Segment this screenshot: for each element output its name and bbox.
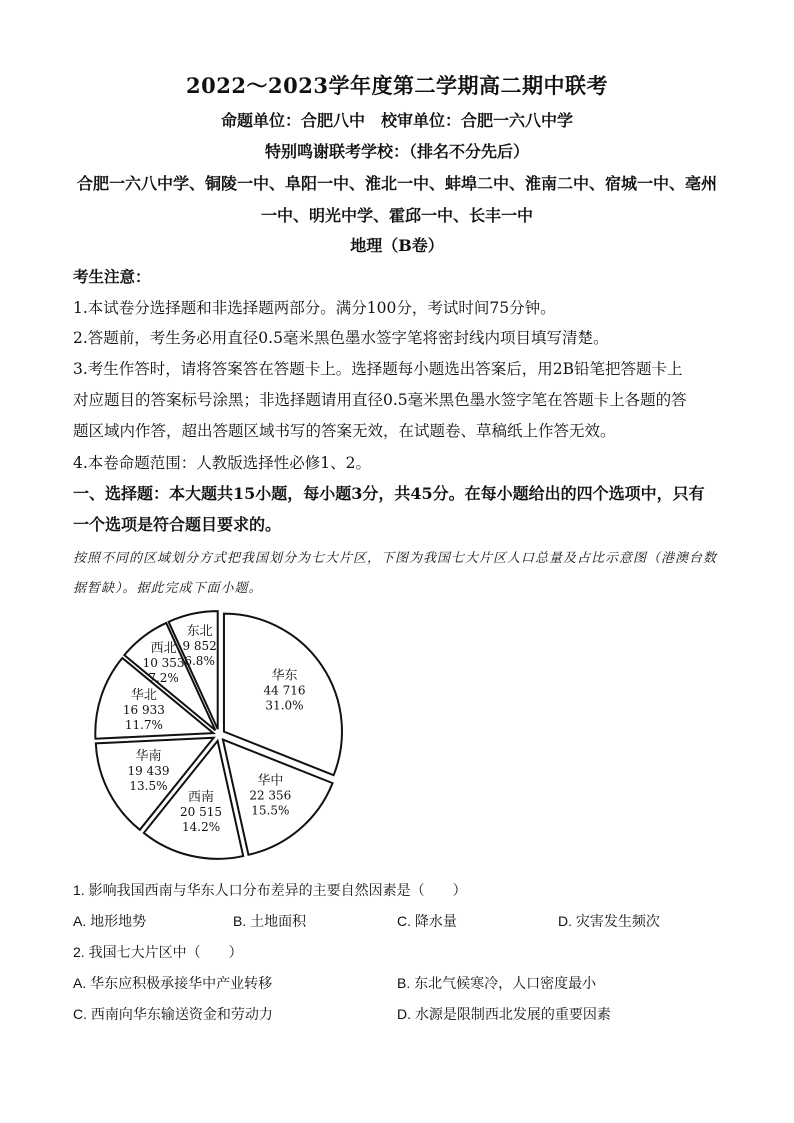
pie-label-percent-5: 7.2% bbox=[148, 670, 179, 685]
population-pie-chart bbox=[84, 600, 354, 870]
note-4: 4.本卷命题范围：人教版选择性必修1、2。 bbox=[73, 454, 372, 472]
q1-option-b[interactable]: B. 土地面积 bbox=[233, 913, 307, 929]
pie-label-percent-2: 14.2% bbox=[181, 820, 221, 835]
q1-option-a[interactable]: A. 地形地势 bbox=[73, 913, 147, 929]
question-intro: 按照不同的区域划分方式把我国划分为七大片区，下图为我国七大片区人口总量及占比示意图（港澳台数据暂缺）。据此完成下面小题。 bbox=[73, 551, 718, 596]
pie-label-value-0: 44 716 bbox=[263, 683, 306, 698]
pie-label-percent-1: 15.5% bbox=[251, 803, 290, 818]
pie-label-value-4: 16 933 bbox=[122, 703, 165, 718]
note-1: 1.本试卷分选择题和非选择题两部分。满分100分，考试时间75分钟。 bbox=[73, 299, 556, 317]
pie-label-name-2: 西南 bbox=[188, 790, 215, 806]
pie-label-value-5: 10 353 bbox=[142, 655, 185, 670]
pie-label-name-5: 西北 bbox=[150, 640, 177, 656]
pie-label-value-1: 22 356 bbox=[249, 788, 292, 803]
note-2: 2.答题前，考生务必用直径0.5毫米黑色墨水签字笔将密封线内项目填写清楚。 bbox=[73, 329, 609, 347]
pie-label-value-3: 19 439 bbox=[127, 763, 170, 778]
exam-title: 2022～2023学年度第二学期高二期中联考 bbox=[186, 73, 608, 98]
pie-label-percent-4: 11.7% bbox=[124, 718, 163, 733]
pie-label-percent-0: 31.0% bbox=[265, 698, 304, 713]
pie-label-percent-3: 13.5% bbox=[129, 778, 168, 793]
q2-option-a[interactable]: A. 华东应积极承接华中产业转移 bbox=[73, 975, 273, 991]
pie-label-name-0: 华东 bbox=[271, 668, 298, 684]
note-3-line-1: 3.考生作答时，请将答案答在答题卡上。选择题每小题选出答案后，用2B铅笔把答题卡上 bbox=[73, 360, 683, 378]
notes-title: 考生注意： bbox=[73, 267, 151, 286]
pie-label-value-2: 20 515 bbox=[180, 805, 223, 820]
pie-label-name-3: 华南 bbox=[135, 748, 162, 764]
exam-units: 命题单位：合肥八中 校审单位：合肥一六八中学 bbox=[220, 111, 573, 130]
pie-label-percent-6: 6.8% bbox=[184, 654, 215, 669]
note-3-line-2: 对应题目的答案标号涂黑；非选择题请用直径0.5毫米黑色墨水签字笔在答题卡上各题的答 bbox=[73, 391, 687, 409]
section-heading-line-2: 一个选项是符合题目要求的。 bbox=[73, 515, 282, 534]
q1-option-d[interactable]: D. 灾害发生频次 bbox=[558, 913, 660, 929]
pie-label-name-1: 华中 bbox=[257, 773, 284, 789]
note-3-line-3: 题区域内作答，超出答题区域书写的答案无效，在试题卷、草稿纸上作答无效。 bbox=[73, 422, 616, 440]
q2-option-b[interactable]: B. 东北气候寒冷，人口密度最小 bbox=[397, 975, 597, 991]
q2-option-d[interactable]: D. 水源是限制西北发展的重要因素 bbox=[397, 1006, 611, 1022]
question-2-stem: 2. 我国七大片区中（ ） bbox=[73, 944, 243, 960]
pie-label-name-6: 东北 bbox=[186, 624, 213, 640]
question-1-stem: 1. 影响我国西南与华东人口分布差异的主要自然因素是（ ） bbox=[73, 882, 467, 898]
pie-label-value-6: 9 852 bbox=[182, 639, 217, 654]
section-heading-line-1: 一、选择题：本大题共15小题，每小题3分，共45分。在每小题给出的四个选项中，只有 bbox=[73, 484, 705, 503]
pie-label-name-4: 华北 bbox=[130, 688, 157, 704]
school-list: 合肥一六八中学、铜陵一中、阜阳一中、淮北一中、蚌埠二中、淮南二中、宿城一中、亳州一中、明光中学、霍邱一中、长丰一中 bbox=[76, 174, 717, 225]
q1-option-c[interactable]: C. 降水量 bbox=[397, 913, 457, 929]
q2-option-c[interactable]: C. 西南向华东输送资金和劳动力 bbox=[73, 1006, 273, 1022]
thanks-line: 特别鸣谢联考学校：（排名不分先后） bbox=[264, 142, 529, 161]
subject-title: 地理（B卷） bbox=[350, 236, 444, 255]
